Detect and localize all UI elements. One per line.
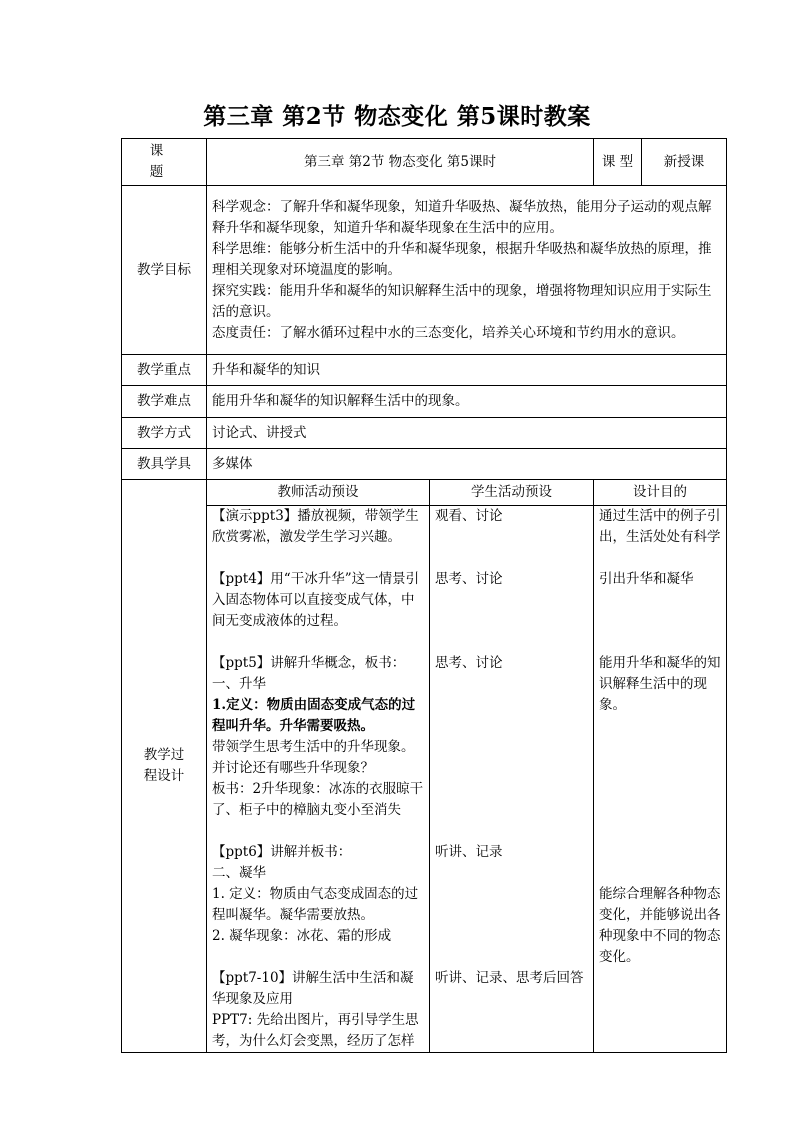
student-activities — [430, 506, 594, 1053]
design-purposes — [594, 506, 727, 1053]
student-step-5: 听讲、记录、思考后回答 — [435, 970, 584, 986]
objective-inquiry-practice: 探究实践：能用升华和凝华的知识解释生活中的现象，增强将物理知识应用于实际生活的意识。 — [212, 282, 712, 320]
difficulty-value: 能用升华和凝华的知识解释生活中的现象。 — [207, 386, 727, 418]
sublimation-definition: 1.定义：物质由固态变成气态的过程叫升华。升华需要吸热。 — [212, 697, 416, 734]
difficulty-row — [122, 386, 727, 418]
deposition-definition: 1. 定义：物质由气态变成固态的过程叫凝华。凝华需要放热。 — [212, 886, 419, 923]
tools-row — [122, 449, 727, 480]
purpose-4: 能综合理解各种物态变化，并能够说出各种现象中不同的物态变化。 — [599, 886, 721, 965]
objectives-label: 教学目标 — [122, 186, 207, 355]
topic-value: 第三章 第2节 物态变化 第5课时 — [207, 139, 594, 186]
method-label: 教学方式 — [122, 418, 207, 449]
student-step-4: 听讲、记录 — [435, 844, 503, 860]
topic-label: 课 题 — [122, 139, 207, 186]
objectives-content — [207, 186, 727, 355]
lesson-plan-table — [121, 138, 727, 1053]
teacher-guide-discussion: 带领学生思考生活中的升华现象。并讨论还有哪些升华现象？ — [212, 739, 415, 776]
student-column-header: 学生活动预设 — [430, 480, 594, 506]
objective-science-concept: 科学观念：了解升华和凝华现象，知道升华吸热、凝华放热，能用分子运动的观点解释升华和凝华现象，知道升华和凝华现象在生活中的应用。 — [212, 198, 712, 236]
key-point-value: 升华和凝华的知识 — [207, 355, 727, 386]
student-step-2: 思考、讨论 — [435, 571, 503, 587]
objectives-row — [122, 186, 727, 355]
topic-row — [122, 139, 727, 186]
purpose-2: 引出升华和凝华 — [599, 571, 694, 587]
difficulty-label: 教学难点 — [122, 386, 207, 418]
teacher-column-header: 教师活动预设 — [207, 480, 430, 506]
board-heading-sublimation: 一、升华 — [212, 676, 266, 692]
purpose-1: 通过生活中的例子引出，生活处处有科学 — [599, 508, 721, 545]
teacher-step-ppt6: 【ppt6】讲解并板书： — [212, 844, 352, 860]
key-point-label: 教学重点 — [122, 355, 207, 386]
lesson-type-label: 课 型 — [594, 139, 642, 186]
teacher-step-ppt4: 【ppt4】用“干冰升华”这一情景引入固态物体可以直接变成气体，中间无变成液体的过程。 — [212, 571, 420, 629]
board-sublimation-examples: 板书：2升华现象：冰冻的衣服晾干了、柜子中的樟脑丸变小至消失 — [212, 781, 424, 818]
student-step-3: 思考、讨论 — [435, 655, 503, 671]
objective-attitude: 态度责任：了解水循环过程中水的三态变化，培养关心环境和节约用水的意识。 — [212, 324, 685, 341]
teacher-step-ppt3: 【演示ppt3】播放视频，带领学生欣赏雾凇，激发学生学习兴趣。 — [212, 508, 419, 545]
key-point-row — [122, 355, 727, 386]
teacher-step-ppt7-detail: PPT7: 先给出图片，再引导学生思考，为什么灯会变黑，经历了怎样 — [212, 1012, 419, 1049]
teacher-activities — [207, 506, 430, 1053]
method-value: 讨论式、讲授式 — [207, 418, 727, 449]
method-row — [122, 418, 727, 449]
deposition-examples: 2. 凝华现象：冰花、霜的形成 — [212, 928, 392, 944]
tools-label: 教具学具 — [122, 449, 207, 480]
process-content-row — [122, 506, 727, 1053]
teacher-step-ppt5: 【ppt5】讲解升华概念，板书： — [212, 655, 406, 671]
page-title: 第三章 第2节 物态变化 第5课时教案 — [203, 103, 591, 130]
lesson-type-value: 新授课 — [642, 139, 727, 186]
purpose-column-header: 设计目的 — [594, 480, 727, 506]
board-heading-deposition: 二、凝华 — [212, 865, 266, 881]
tools-value: 多媒体 — [207, 449, 727, 480]
process-header-row — [122, 480, 727, 506]
student-step-1: 观看、讨论 — [435, 508, 503, 524]
purpose-3: 能用升华和凝华的知识解释生活中的现象。 — [599, 655, 721, 713]
process-label: 教学过程设计 — [122, 480, 207, 1053]
objective-science-thinking: 科学思维：能够分析生活中的升华和凝华现象，根据升华吸热和凝华放热的原理，推理相关现象对环境温度的影响。 — [212, 240, 712, 278]
teacher-step-ppt7-10: 【ppt7-10】讲解生活中生活和凝华现象及应用 — [212, 970, 414, 1007]
